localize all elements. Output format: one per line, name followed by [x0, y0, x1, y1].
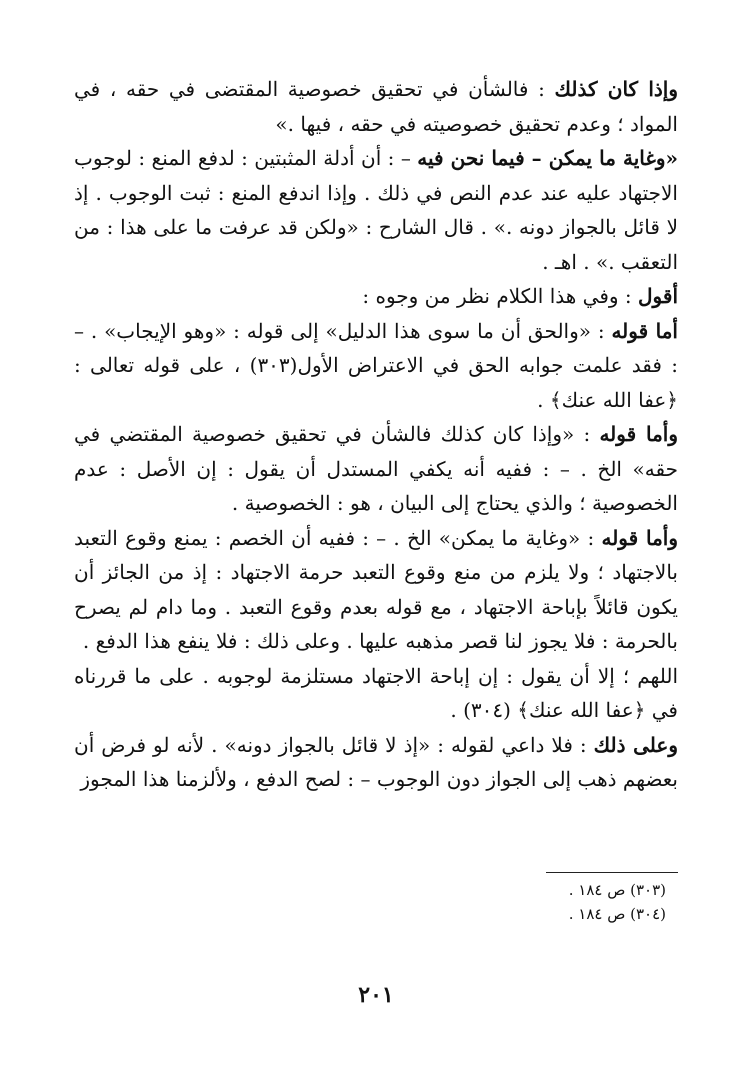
paragraph-text: : فالشأن في تحقيق خصوصية المقتضى في حقه ، في المواد ؛ وعدم تحقيق خصوصيته في حقه ، فيها .» [74, 77, 678, 136]
paragraph-text: : فلا داعي لقوله : «إذ لا قائل بالجواز دونه» . لأنه لو فرض أن بعضهم ذهب إلى الجواز دون الوجوب – : لصح الدفع ، ولألزمنا هذا المجوز [74, 732, 678, 791]
paragraph-lead: وأما قوله [599, 422, 678, 446]
body-text [74, 72, 678, 797]
paragraph-7 [74, 659, 678, 728]
paragraph-text: : «وغاية ما يمكن» الخ . – : ففيه أن الخصم : يمنع وقوع التعبد بالاجتهاد ؛ ولا يلزم من منع وقوع التعبد حرمة الاجتهاد : إذ من الجائز أن يكون قائلاً بإباحة الاجتهاد ، مع قوله بعدم وقوع التعبد . وما دام لم يصرح بالحرمة : فلا يجوز لنا قصر مذهبه عليها . وعلى ذلك : فلا ينفع هذا الدفع . [74, 525, 678, 653]
paragraph-text: : وفي هذا الكلام نظر من وجوه : [362, 284, 632, 308]
paragraph-lead: وإذا كان كذلك [554, 77, 679, 101]
footnote-divider [546, 872, 678, 873]
footnote-304: (٣٠٤) ص ١٨٤ . [568, 905, 666, 923]
paragraph-text: اللهم ؛ إلا أن يقول : إن إباحة الاجتهاد مستلزمة لوجوبه . على ما قررناه في ﴿عفا الله عنك﴾ (٣٠٤) . [74, 663, 678, 722]
paragraph-1 [74, 72, 678, 141]
paragraph-5 [74, 417, 678, 521]
book-page [74, 72, 678, 1052]
paragraph-text: : «والحق أن ما سوى هذا الدليل» إلى قوله : «وهو الإيجاب» . – : فقد علمت جوابه الحق في الاعتراض الأول(٣٠٣) ، على قوله تعالى : ﴿عفا الله عنك﴾ . [74, 318, 679, 412]
footnotes [366, 878, 666, 926]
paragraph-6 [74, 521, 678, 659]
paragraph-3 [74, 279, 678, 314]
paragraph-8 [74, 728, 678, 797]
paragraph-text: – : أن أدلة المثبتين : لدفع المنع : لوجوب الاجتهاد عليه عند عدم النص في ذلك . وإذا اندفع المنع : ثبت الوجوب . إذ لا قائل بالجواز دونه .» . قال الشارح : «ولكن قد عرفت ما على هذا : من التعقب .» . اهـ . [74, 146, 678, 274]
footnote-303: (٣٠٣) ص ١٨٤ . [568, 881, 666, 899]
page-number: ٢٠١ [358, 982, 394, 1008]
paragraph-2 [74, 141, 678, 279]
paragraph-lead: «وغاية ما يمكن – فيما نحن فيه [417, 146, 679, 170]
paragraph-lead: وأما قوله [601, 525, 679, 550]
paragraph-lead: وعلى ذلك [593, 732, 678, 757]
paragraph-lead: أقول [638, 284, 678, 308]
paragraph-text: : «وإذا كان كذلك فالشأن في تحقيق خصوصية المقتضي في حقه» الخ . – : ففيه أنه يكفي المستدل أن يقول : إن الأصل : عدم الخصوصية ؛ والذي يحتاج إلى البيان ، هو : الخصوصية . [74, 422, 678, 515]
paragraph-lead: أما قوله [611, 318, 678, 343]
paragraph-4 [74, 314, 678, 418]
